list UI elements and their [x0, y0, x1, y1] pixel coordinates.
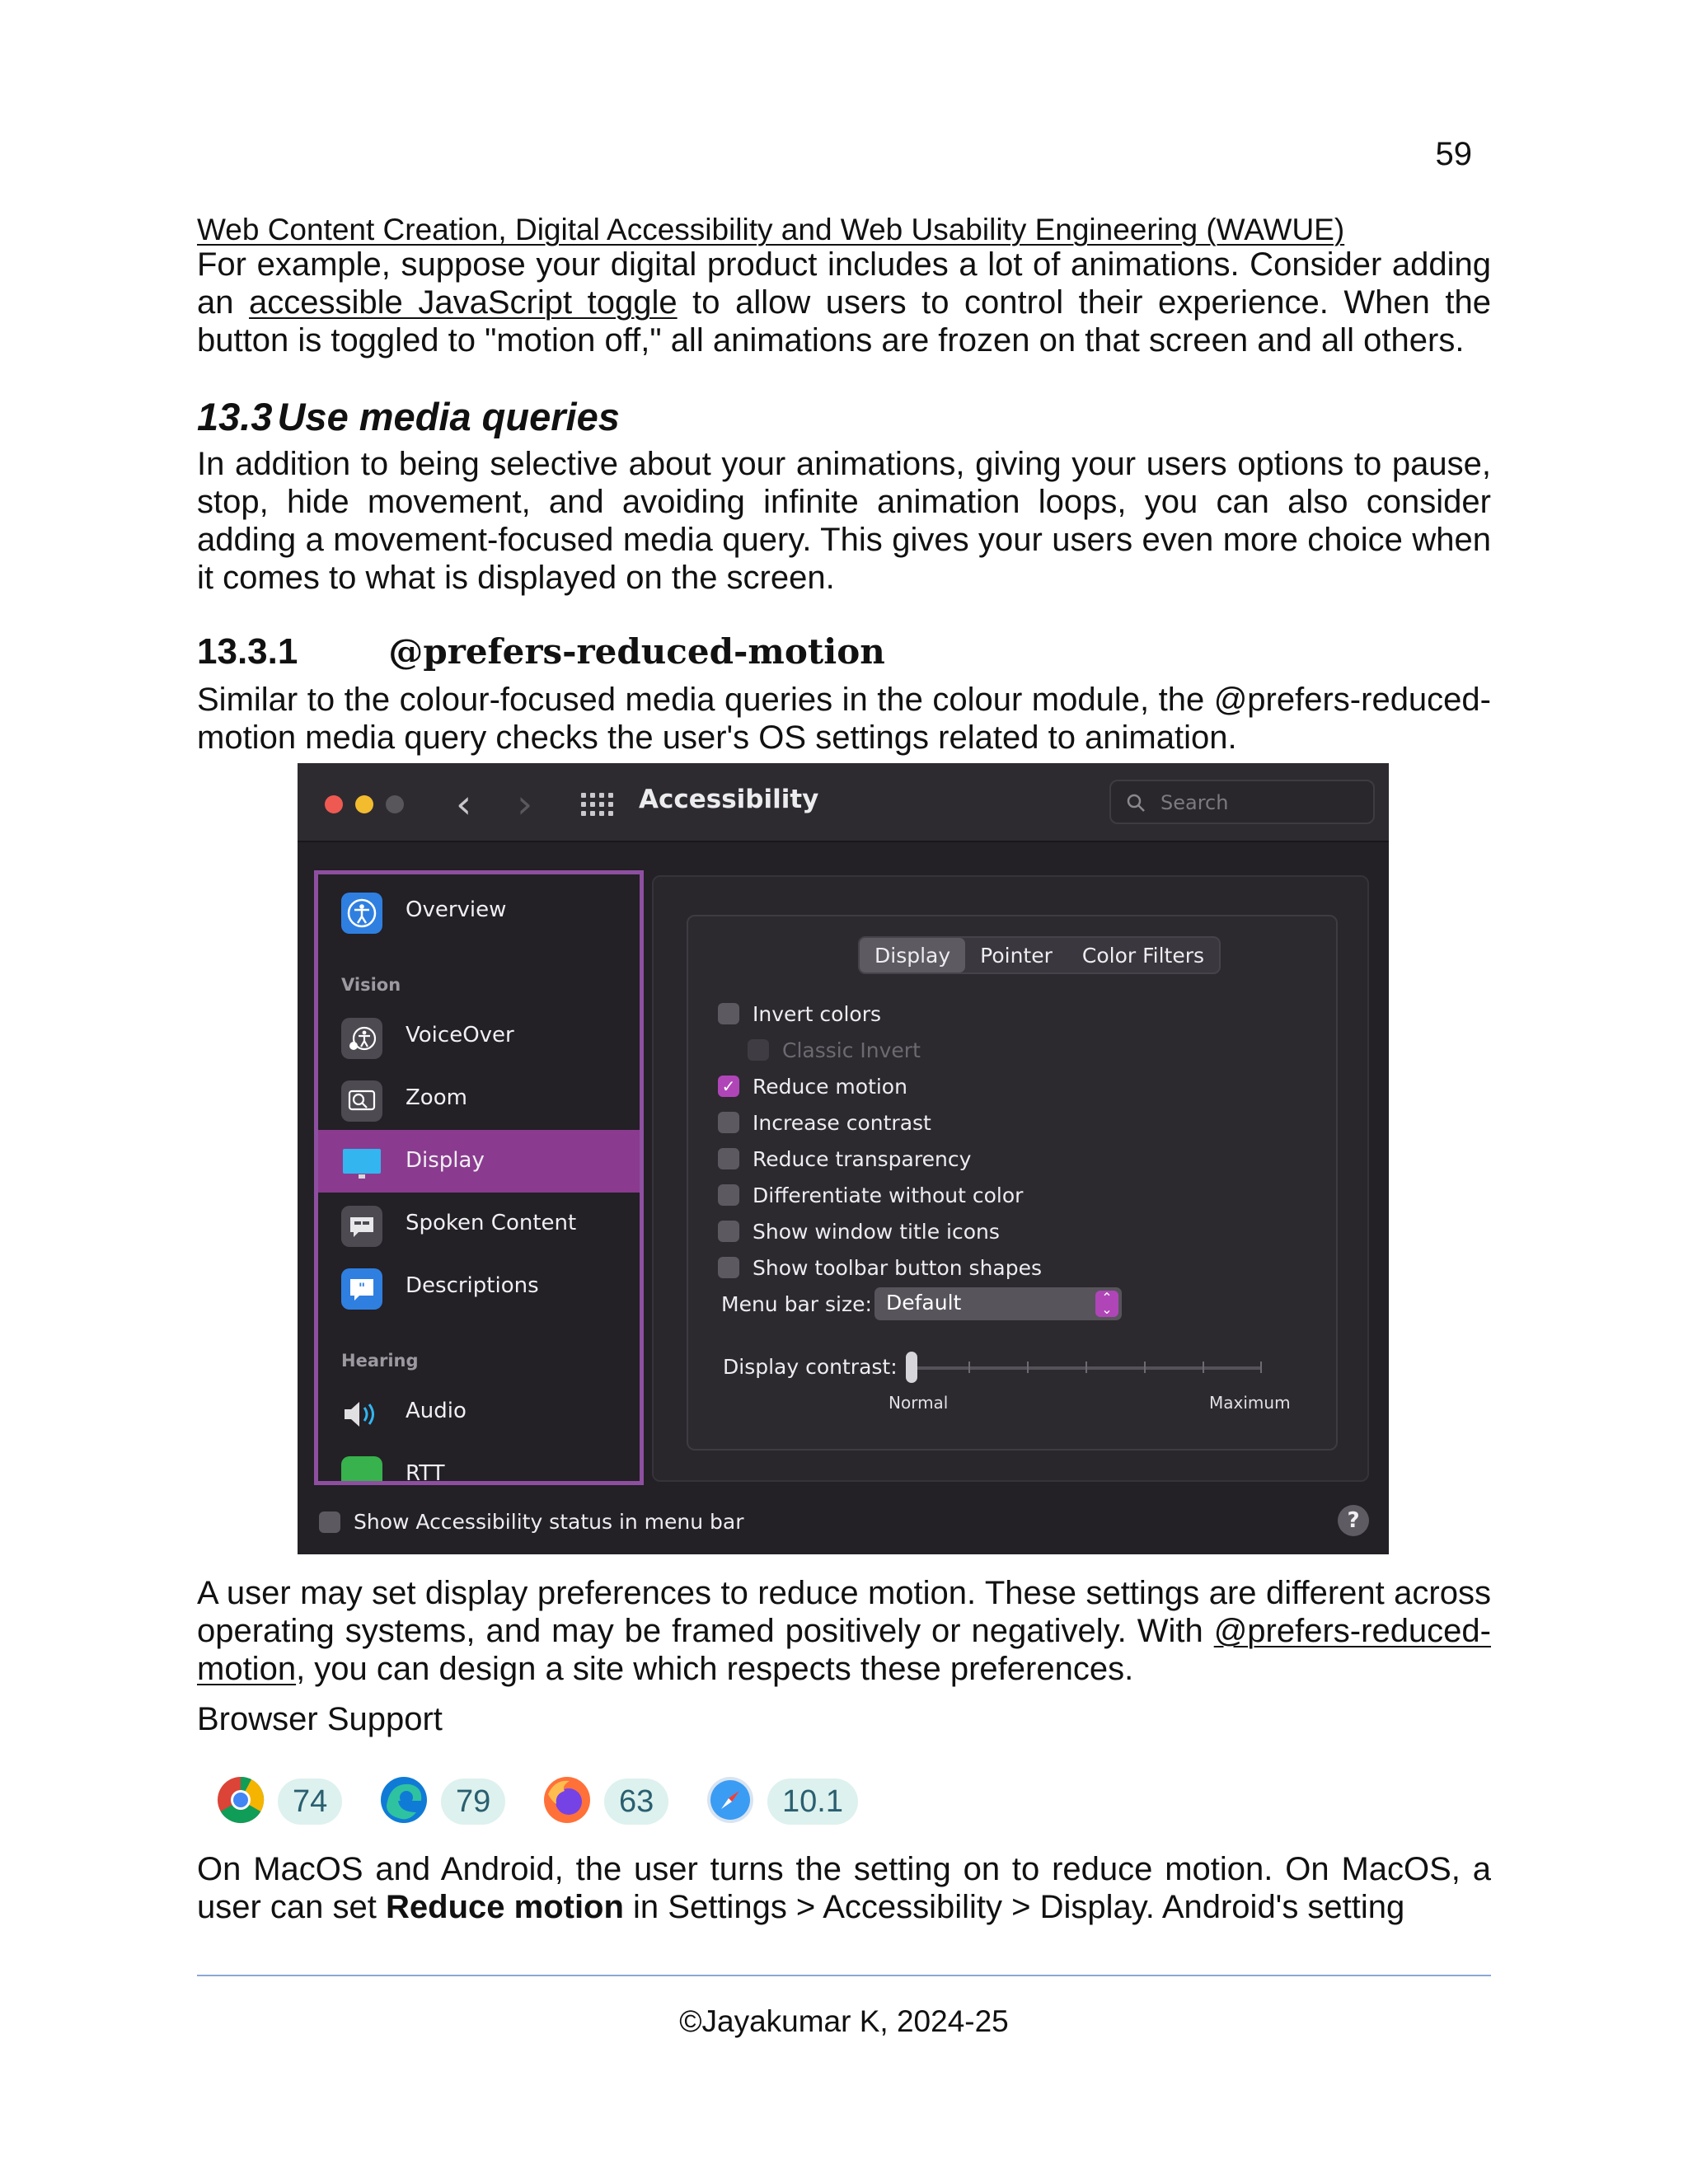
increase-contrast-option[interactable] [718, 1108, 931, 1137]
sidebar-label-display: Display [406, 1148, 485, 1173]
contrast-max-label: Maximum [1209, 1393, 1291, 1413]
zoom-window-button[interactable] [386, 795, 404, 813]
search-placeholder: Search [1160, 791, 1229, 814]
page-number: 59 [1435, 136, 1472, 172]
phone-icon [341, 1456, 382, 1485]
speech-bubble-icon [341, 1206, 382, 1247]
menu-bar-size-label: Menu bar size: [721, 1292, 872, 1316]
safari-version: 10.1 [767, 1779, 858, 1825]
show-all-grid-icon[interactable] [581, 793, 614, 816]
invert-colors-option[interactable] [718, 999, 881, 1029]
display-settings-panel [652, 875, 1369, 1482]
reduce-motion-bold: Reduce motion [386, 1889, 624, 1925]
sidebar-section-hearing: Hearing [341, 1351, 419, 1371]
differentiate-option[interactable] [718, 1180, 1023, 1210]
section-heading [197, 394, 620, 439]
display-icon [341, 1143, 382, 1184]
slider-tick [1144, 1361, 1146, 1373]
footer-copyright: ©Jayakumar K, 2024-25 [679, 2004, 1009, 2038]
intro-text-1: For example, suppose your digital product includes a lot of animations. Consider adding an [197, 246, 1491, 321]
edge-version: 79 [441, 1779, 505, 1825]
sidebar-item-zoom[interactable] [318, 1067, 640, 1130]
footer-divider [197, 1975, 1491, 1976]
toolbar-shapes-checkbox[interactable] [718, 1257, 739, 1278]
differentiate-label: Differentiate without color [753, 1183, 1024, 1207]
sidebar-item-spoken-content[interactable] [318, 1193, 640, 1255]
chevron-updown-icon: ⌃ ⌄ [1095, 1291, 1118, 1317]
differentiate-checkbox[interactable] [718, 1184, 739, 1206]
slider-tick [1260, 1361, 1262, 1373]
sidebar-label-spoken-content: Spoken Content [406, 1211, 577, 1235]
voiceover-icon [341, 1018, 382, 1059]
invert-colors-checkbox[interactable] [718, 1003, 739, 1024]
increase-contrast-label: Increase contrast [753, 1110, 931, 1135]
tab-pointer[interactable]: Pointer [980, 944, 1053, 968]
status-in-menu-bar-option[interactable] [319, 1510, 744, 1534]
after-text-1: A user may set display preferences to reduce motion. These settings are different across operating systems, and may be framed positively or negatively. With [197, 1575, 1491, 1649]
running-header: Web Content Creation, Digital Accessibility and Web Usability Engineering (WAWUE) [197, 213, 1345, 246]
firefox-icon [543, 1776, 591, 1824]
classic-invert-label: Classic Invert [782, 1038, 921, 1062]
display-options-group [687, 915, 1338, 1451]
sidebar-label-descriptions: Descriptions [406, 1273, 539, 1298]
status-in-menu-bar-checkbox[interactable] [319, 1511, 340, 1533]
menu-bar-size-value: Default [886, 1291, 962, 1315]
sidebar-item-overview[interactable] [318, 879, 640, 942]
accessible-toggle-link[interactable]: accessible JavaScript toggle [249, 284, 678, 321]
final-text-2: in Settings > Accessibility > Display. Android's setting [623, 1889, 1405, 1925]
speaker-icon [341, 1394, 382, 1435]
browser-support-label: Browser Support [197, 1701, 443, 1737]
zoom-icon [341, 1080, 382, 1122]
sidebar-item-descriptions[interactable] [318, 1255, 640, 1318]
display-contrast-knob[interactable] [906, 1352, 917, 1383]
firefox-version: 63 [604, 1779, 668, 1825]
sidebar-label-rtt: RTT [406, 1461, 445, 1485]
search-input[interactable] [1109, 780, 1375, 824]
safari-icon [706, 1776, 754, 1824]
toolbar-shapes-option[interactable] [718, 1253, 1042, 1282]
menu-bar-size-select[interactable] [874, 1287, 1122, 1320]
section-title: Use media queries [277, 395, 620, 438]
subsection-number: 13.3.1 [197, 631, 298, 672]
help-button[interactable]: ? [1338, 1505, 1369, 1536]
settings-tabs [858, 936, 1221, 974]
window-titlebar [298, 763, 1389, 842]
svg-text:": " [358, 1280, 366, 1296]
sidebar [314, 870, 644, 1485]
final-paragraph [197, 1850, 1491, 1926]
contrast-min-label: Normal [889, 1393, 949, 1413]
subsection-heading [197, 631, 885, 673]
sidebar-label-voiceover: VoiceOver [406, 1023, 514, 1047]
intro-paragraph [197, 246, 1491, 359]
prefers-reduced-motion-link[interactable]: @prefers-reduced-motion [197, 1613, 1491, 1687]
sidebar-item-rtt[interactable] [318, 1443, 640, 1485]
accessibility-icon [341, 893, 382, 934]
increase-contrast-checkbox[interactable] [718, 1112, 739, 1133]
sidebar-item-audio[interactable] [318, 1380, 640, 1443]
subsection-paragraph: Similar to the colour-focused media queries in the colour module, the @prefers-reduced-motion media query checks the user's OS settings related to animation. [197, 682, 1491, 756]
slider-tick [968, 1361, 970, 1373]
invert-colors-label: Invert colors [753, 1001, 882, 1026]
edge-icon [380, 1776, 428, 1824]
reduce-transparency-checkbox[interactable] [718, 1148, 739, 1169]
sidebar-label-zoom: Zoom [406, 1085, 467, 1110]
section-paragraph: In addition to being selective about your animations, giving your users options to pause, stop, hide movement, and avoiding infinite animation loops, you can also consider adding a movement-focused media query. This gives your users even more choice when it comes to what is displayed on the screen. [197, 446, 1491, 596]
reduce-transparency-option[interactable] [718, 1144, 971, 1174]
sidebar-label-overview: Overview [406, 898, 507, 922]
after-text-2: , you can design a site which respects these preferences. [296, 1651, 1134, 1687]
back-arrow-icon[interactable]: ‹ [456, 781, 472, 827]
descriptions-icon [341, 1268, 382, 1310]
subsection-title: @prefers-reduced-motion [388, 631, 885, 672]
after-screenshot-paragraph [197, 1574, 1491, 1688]
display-contrast-label: Display contrast: [723, 1355, 898, 1379]
reduce-motion-label: Reduce motion [753, 1074, 907, 1099]
chrome-version: 74 [278, 1779, 342, 1825]
chrome-icon [217, 1776, 265, 1824]
final-text-1: On MacOS and Android, the user turns the setting on to reduce motion. On MacOS, a user can set [197, 1851, 1491, 1925]
toolbar-shapes-label: Show toolbar button shapes [753, 1255, 1043, 1280]
forward-arrow-icon[interactable]: › [517, 781, 533, 827]
reduce-transparency-label: Reduce transparency [753, 1146, 972, 1171]
window-title: Accessibility [639, 785, 819, 814]
reduce-motion-checkbox[interactable]: ✓ [718, 1076, 739, 1097]
tab-display[interactable]: Display [860, 938, 965, 972]
sidebar-item-display[interactable] [318, 1130, 640, 1193]
classic-invert-checkbox [748, 1039, 769, 1061]
window-title-icons-option[interactable] [718, 1216, 1000, 1246]
sidebar-item-voiceover[interactable] [318, 1005, 640, 1067]
intro-text-2: to allow users to control their experience. When the button is toggled to "motion off," all animations are frozen on that screen and all others. [197, 284, 1491, 359]
classic-invert-option [748, 1035, 921, 1065]
sidebar-section-vision: Vision [341, 975, 401, 995]
reduce-motion-option[interactable] [718, 1071, 907, 1101]
slider-tick [1027, 1361, 1029, 1373]
slider-tick [1085, 1361, 1087, 1373]
slider-tick [1203, 1361, 1204, 1373]
close-window-button[interactable] [325, 795, 343, 813]
window-title-icons-label: Show window title icons [753, 1219, 1000, 1244]
accessibility-screenshot [298, 763, 1389, 1554]
status-in-menu-bar-label: Show Accessibility status in menu bar [354, 1510, 744, 1534]
window-title-icons-checkbox[interactable] [718, 1221, 739, 1242]
sidebar-label-audio: Audio [406, 1399, 467, 1423]
minimize-window-button[interactable] [355, 795, 373, 813]
search-icon [1126, 793, 1146, 813]
tab-color-filters[interactable]: Color Filters [1081, 944, 1205, 968]
section-number: 13.3 [197, 395, 273, 438]
